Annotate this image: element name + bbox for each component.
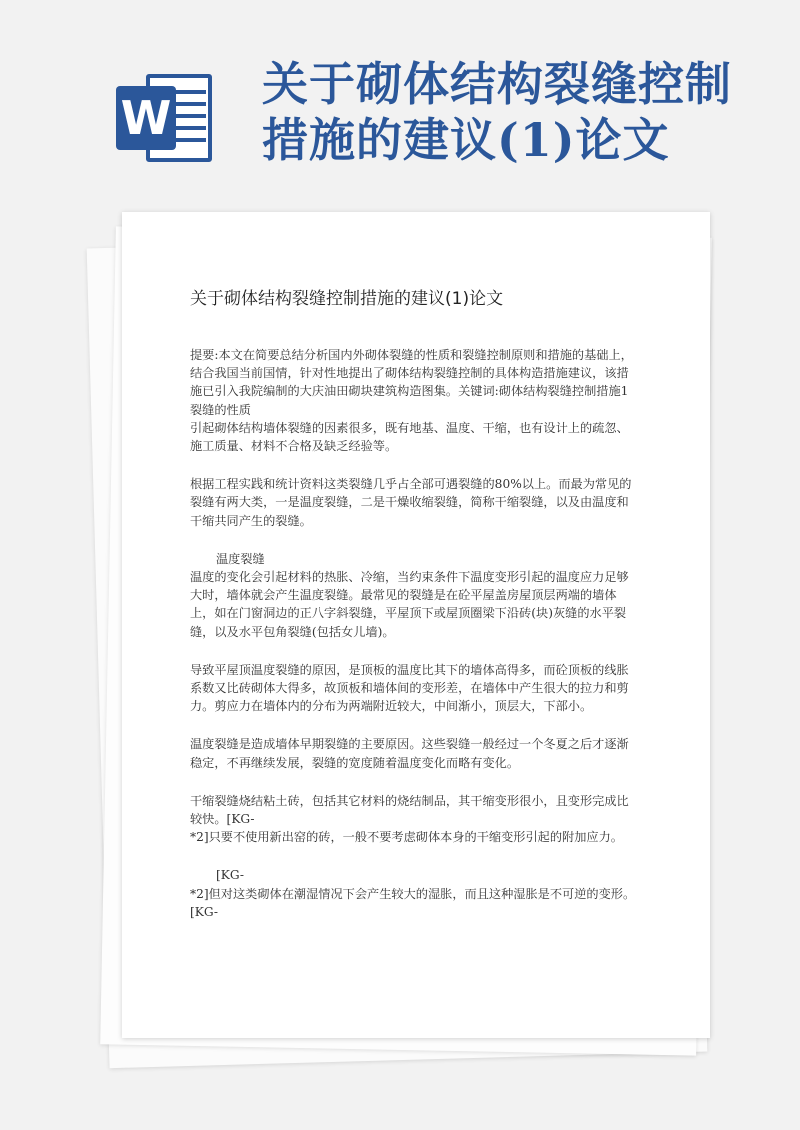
paragraph-statistics: 根据工程实践和统计资料这类裂缝几乎占全部可遇裂缝的80%以上。而最为常见的裂缝有两大类，一是温度裂缝，二是干燥收缩裂缝，简称干缩裂缝，以及由温度和干缩共同产生的裂缝。	[190, 477, 632, 528]
word-letter-badge: W	[116, 86, 176, 150]
paragraph-wet-expansion: *2]但对这类砌体在潮湿情况下会产生较大的湿胀，而且这种湿胀是不可逆的变形。[KG-	[190, 886, 636, 919]
heading-wrapper	[190, 550, 638, 568]
paragraph-early-cracks: 温度裂缝是造成墙体早期裂缝的主要原因。这些裂缝一般经过一个冬夏之后才逐渐稳定，不再继续发展，裂缝的宽度随着温度变化而略有变化。	[190, 737, 629, 770]
paragraph-causes: 引起砌体结构墙体裂缝的因素很多，既有地基、温度、干缩，也有设计上的疏忽、施工质量、材料不合格及缺乏经验等。	[190, 420, 629, 454]
paragraph-abstract: 提要:本文在简要总结分析国内外砌体裂缝的性质和裂缝控制原则和措施的基础上，结合我国当前国情，针对性地提出了砌体结构裂缝控制的具体构造措施建议，该措施已引入我院编制的大庆油田砌块建筑构造图集。关键词:砌体结构裂缝控制措施1 裂缝的性质	[190, 348, 633, 417]
banner-title-line-1: 关于砌体结构裂缝控制	[262, 57, 732, 111]
section-heading-temperature: 温度裂缝	[216, 551, 265, 566]
banner-header	[0, 0, 800, 210]
kg-marker: [KG-	[216, 868, 244, 883]
document-body	[190, 346, 638, 941]
paragraph-shrinkage: 干缩裂缝烧结粘土砖，包括其它材料的烧结制品，其干缩变形很小，且变形完成比较快。[KG-	[190, 793, 629, 827]
word-document-icon	[112, 68, 216, 168]
paragraph-new-bricks: *2]只要不使用新出窑的砖，一般不要考虑砌体本身的干缩变形引起的附加应力。	[190, 830, 623, 845]
banner-title	[262, 56, 782, 168]
banner-title-line-2: 措施的建议(1)论文	[262, 113, 670, 167]
document-title: 关于砌体结构裂缝控制措施的建议(1)论文	[190, 289, 504, 309]
paragraph-temperature: 温度的变化会引起材料的热胀、冷缩，当约束条件下温度变形引起的温度应力足够大时，墙体就会产生温度裂缝。最常见的裂缝是在砼平屋盖房屋顶层两端的墙体上，如在门窗洞边的正八字斜裂缝，平屋顶下或屋顶圈梁下沿砖(块)灰缝的水平裂缝，以及水平包角裂缝(包括女儿墙)。	[190, 570, 629, 639]
paragraph-roof-cause: 导致平屋顶温度裂缝的原因，是顶板的温度比其下的墙体高得多，而砼顶板的线胀系数又比砖砌体大得多，故顶板和墙体间的变形差，在墙体中产生很大的拉力和剪力。剪应力在墙体内的分布为两端附近较大，中间渐小，顶层大，下部小。	[190, 662, 629, 714]
kg-marker-wrapper	[190, 866, 638, 884]
document-page	[122, 212, 710, 1038]
